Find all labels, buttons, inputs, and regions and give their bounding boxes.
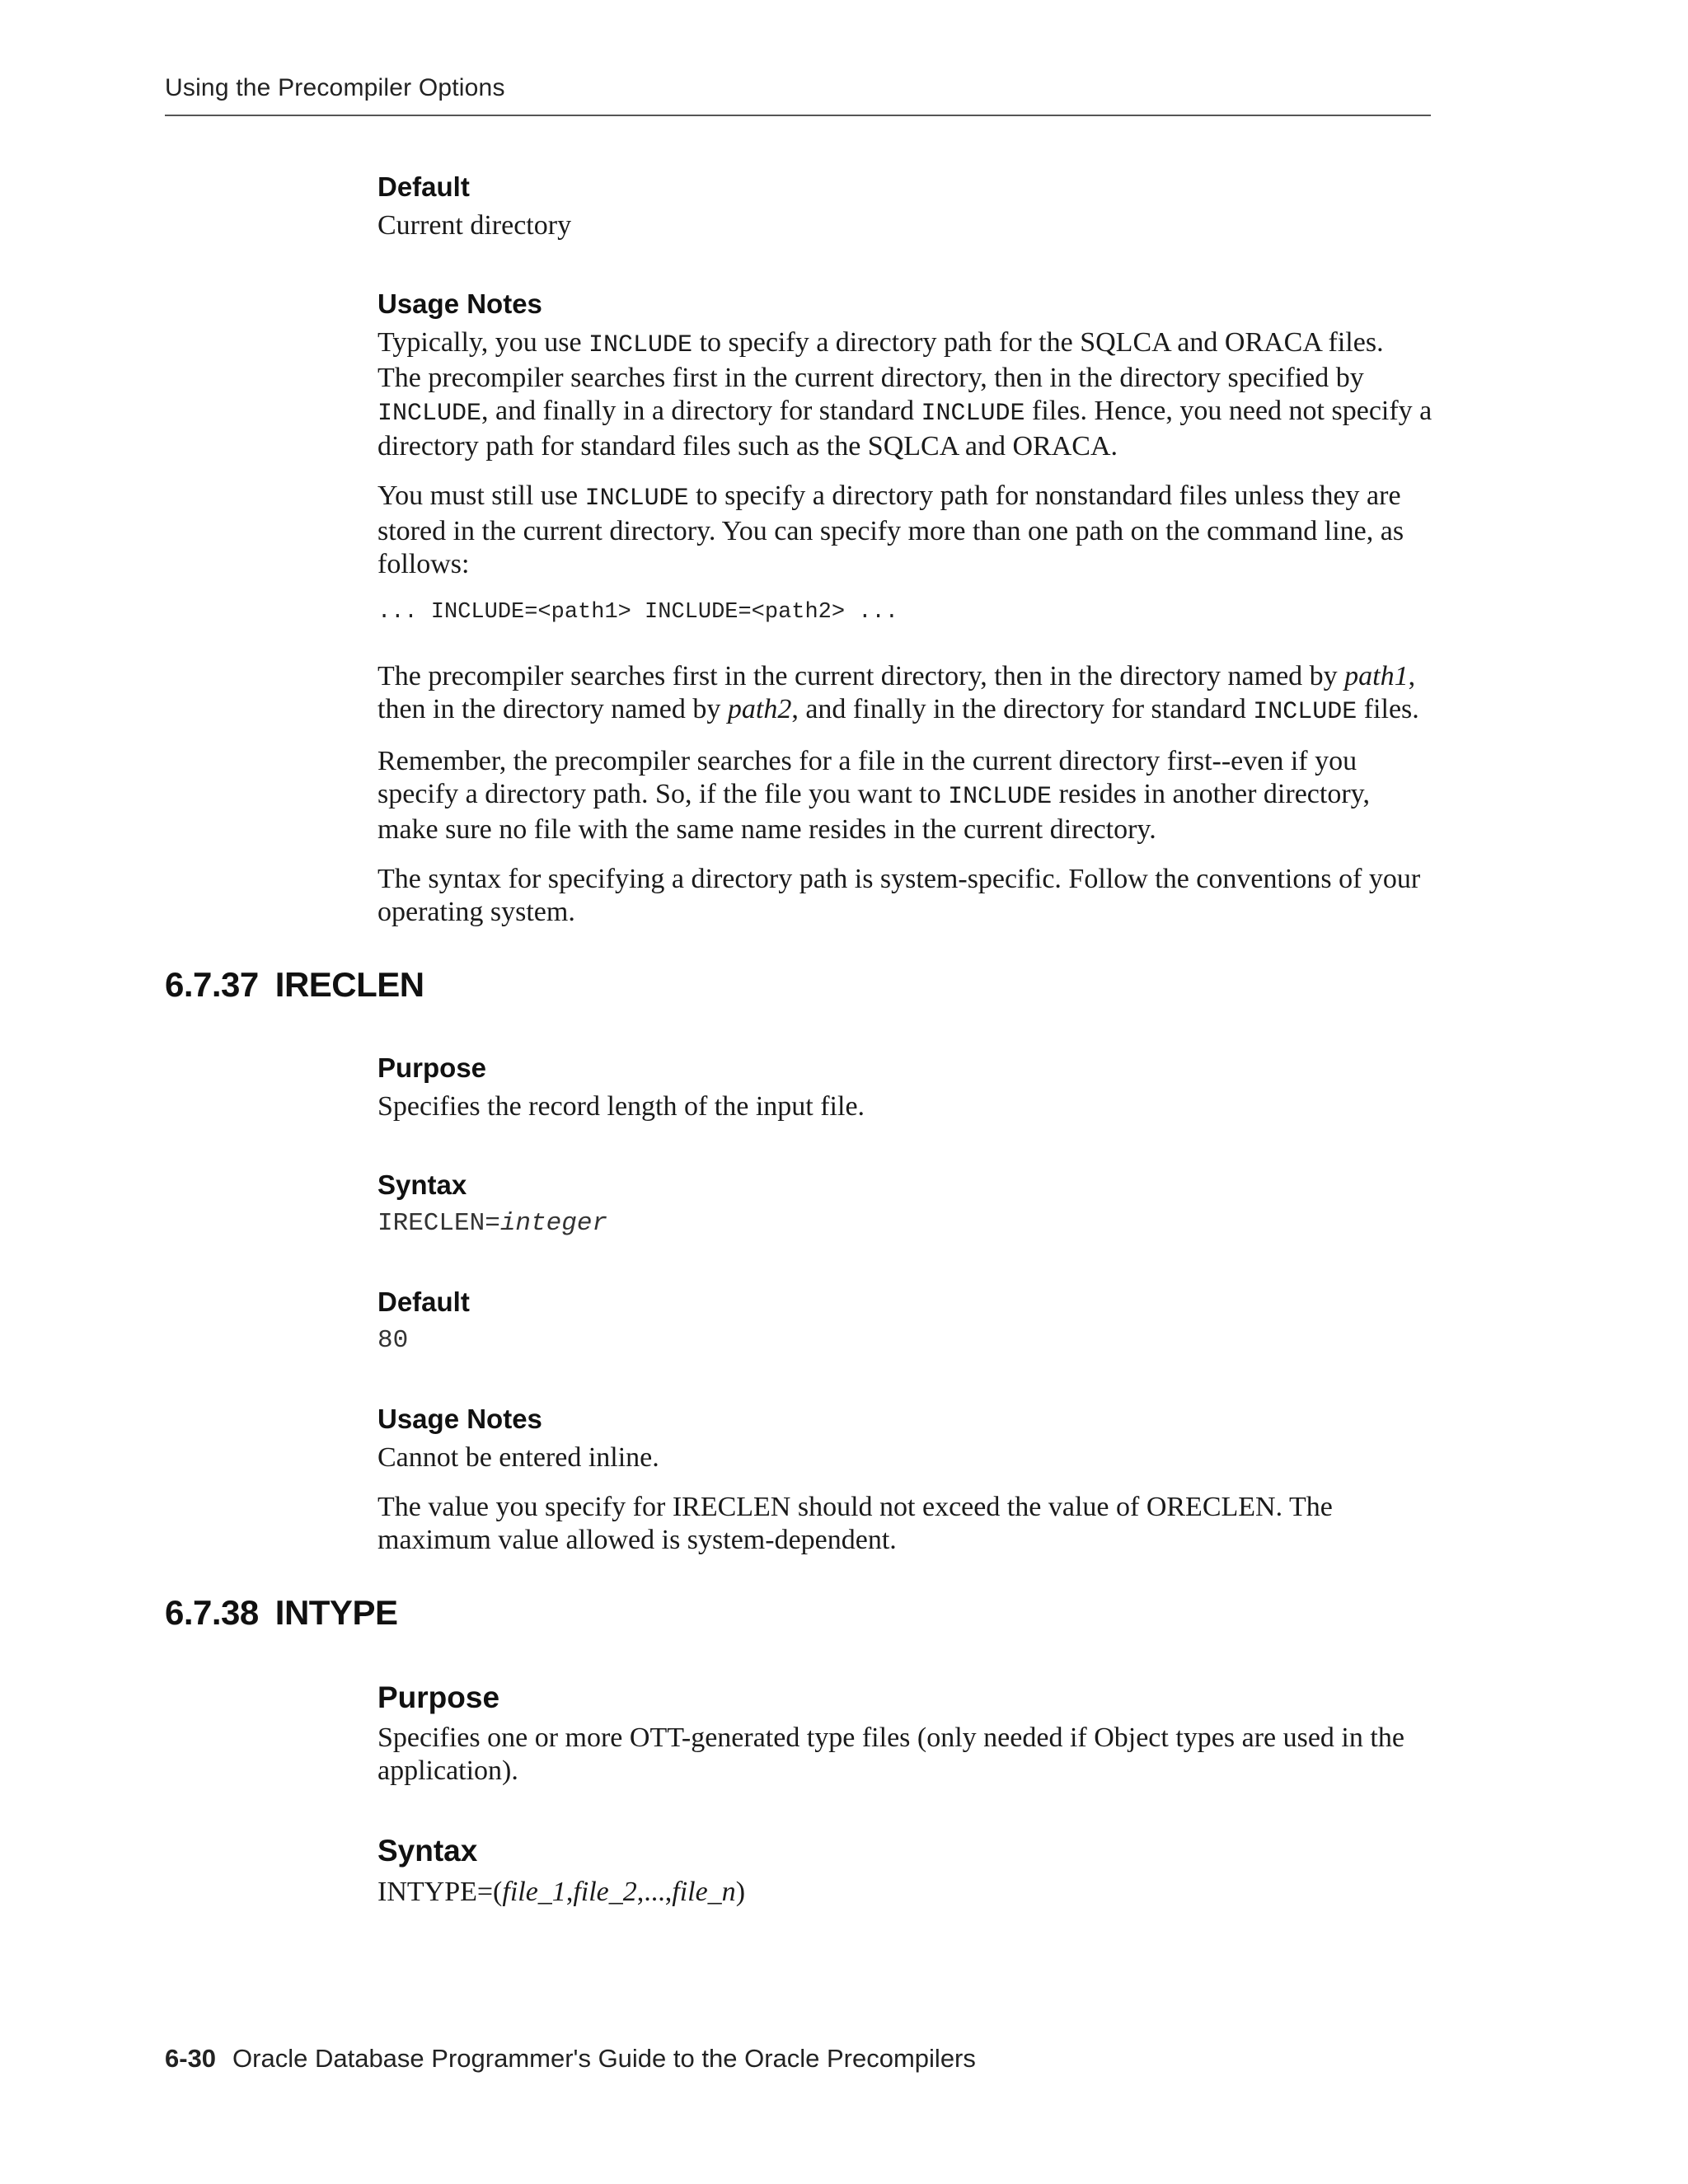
code-term: INCLUDE (1253, 697, 1357, 726)
usage-notes-label: Usage Notes (377, 1403, 542, 1434)
usage-paragraph-1 (377, 326, 1432, 463)
usage-paragraph-3 (377, 660, 1432, 729)
section-heading-intype (165, 1593, 1432, 1633)
text-run: files. (1357, 693, 1419, 724)
syntax-argument: integer (499, 1208, 608, 1238)
code-term: INCLUDE (584, 484, 689, 513)
text-run: The precompiler searches first in the current directory, then in the directory named by (377, 660, 1345, 691)
purpose-text: Specifies one or more OTT-generated type files (only needed if Object types are used in the application). (377, 1722, 1404, 1787)
syntax-value (377, 1207, 1432, 1240)
section-number: 6.7.37 (165, 964, 259, 1004)
text-run: Typically, you use (377, 326, 589, 358)
section-heading-ireclen (165, 965, 1432, 1005)
purpose-text: Specifies the record length of the input file. (377, 1090, 865, 1122)
text-run: to specify a directory path for the SQLCA and ORACA files. The precompiler searches first in the current directory, then in the directory specified by (377, 326, 1384, 393)
syntax-label: Syntax (377, 1169, 467, 1200)
syntax-value (377, 1876, 1432, 1909)
code-term: INCLUDE (588, 330, 693, 359)
spacer (377, 1357, 1432, 1404)
section-title: INTYPE (274, 1592, 398, 1632)
header-rule (165, 115, 1431, 116)
spacer (377, 1804, 1432, 1834)
usage-paragraph-5: The syntax for specifying a directory path is system-specific. Follow the conventions of your operating system. (377, 863, 1421, 927)
code-example: ... INCLUDE=<path1> INCLUDE=<path2> ... (377, 599, 898, 625)
purpose-label: Purpose (377, 1680, 500, 1714)
syntax-argument: file_1 (502, 1876, 566, 1907)
syntax-separator: , (565, 1876, 574, 1907)
syntax-prefix: IRECLEN= (377, 1208, 500, 1238)
text-run: Remember, the precompiler searches for a file in the current directory first--even if you specify a directory path. So, if the file you want to (377, 745, 1357, 809)
text-run: to specify a directory path for nonstandard files unless they are stored in the current directory. You can specify more than one path on the command line, as follows: (377, 480, 1404, 579)
default-label: Default (377, 1286, 470, 1317)
default-value: Current directory (377, 209, 572, 241)
purpose-label: Purpose (377, 1052, 487, 1083)
code-term: INCLUDE (921, 399, 1025, 428)
code-term: INCLUDE (377, 399, 482, 428)
code-term: INCLUDE (948, 782, 1053, 811)
usage-notes-label: Usage Notes (377, 288, 542, 319)
default-label: Default (377, 171, 470, 202)
running-header: Using the Precompiler Options (165, 74, 505, 101)
text-run: files. Hence, you need not specify a directory path for standard files such as the SQLCA and ORACA. (377, 395, 1432, 462)
italic-term: path2 (727, 693, 792, 724)
book-title: Oracle Database Programmer's Guide to the Oracle Precompilers (232, 2044, 976, 2073)
syntax-separator: ,..., (636, 1876, 673, 1907)
usage-paragraph-1: Cannot be entered inline. (377, 1441, 659, 1473)
default-value: 80 (377, 1325, 409, 1355)
spacer (377, 1140, 1432, 1169)
syntax-label: Syntax (377, 1834, 478, 1868)
text-run: You must still use (377, 480, 585, 511)
page-number: 6-30 (165, 2044, 217, 2073)
usage-paragraph-2: The value you specify for IRECLEN should not exceed the value of ORECLEN. The maximum value allowed is system-dependent. (377, 1491, 1333, 1555)
section-title: IRECLEN (274, 964, 424, 1004)
text-run: , and finally in the directory for standard (791, 693, 1254, 724)
syntax-argument: file_n (672, 1876, 736, 1907)
syntax-suffix: ) (735, 1876, 746, 1907)
spacer (377, 1240, 1432, 1286)
spacer (377, 259, 1432, 288)
syntax-prefix: INTYPE=( (377, 1876, 503, 1907)
usage-paragraph-2 (377, 480, 1432, 581)
text-run: , and finally in a directory for standard (481, 395, 921, 426)
italic-term: path1 (1344, 660, 1409, 691)
page-content (165, 171, 1432, 1925)
usage-paragraph-4 (377, 745, 1432, 846)
page-footer (165, 2044, 976, 2074)
section-number: 6.7.38 (165, 1592, 259, 1632)
text-run: resides in another directory, make sure no file with the same name resides in the current directory. (377, 778, 1370, 845)
text-run: , then in the directory named by (377, 660, 1416, 724)
syntax-argument: file_2 (573, 1876, 637, 1907)
